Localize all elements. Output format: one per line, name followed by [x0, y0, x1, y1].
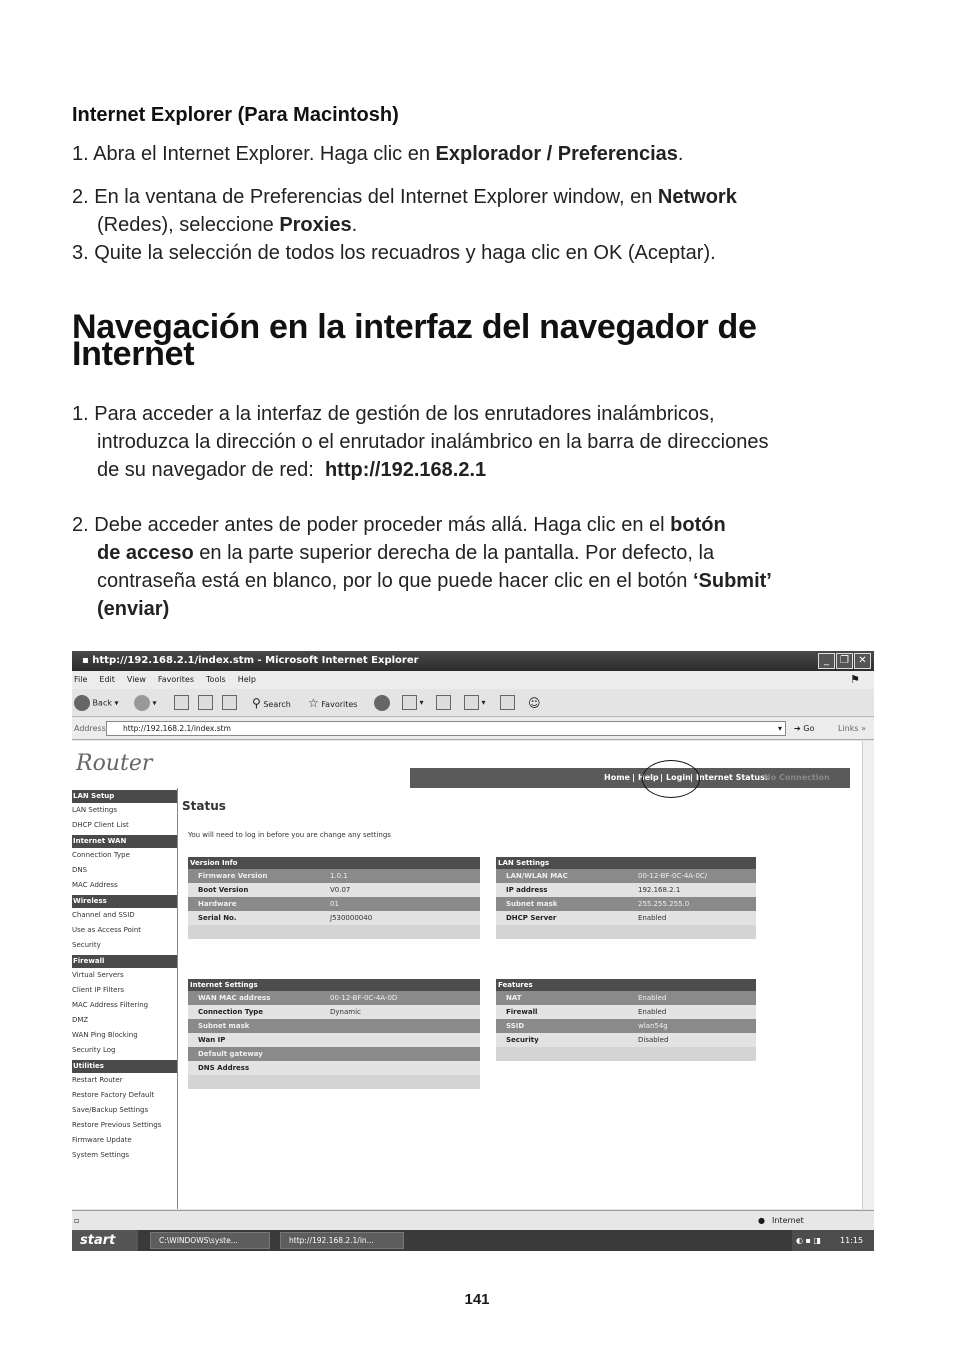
row-label: Subnet mask	[506, 900, 558, 908]
table-row	[188, 869, 480, 883]
history-button[interactable]	[374, 695, 390, 711]
row-label: Serial No.	[198, 914, 237, 922]
version-info-table	[188, 857, 480, 939]
menu-bar	[72, 671, 874, 689]
menu-item-view[interactable]: View	[126, 675, 146, 684]
sidebar-item[interactable]: Client IP Filters	[72, 986, 124, 994]
links-label: Links	[838, 724, 859, 733]
row-value: Enabled	[638, 1008, 667, 1016]
maximize-button[interactable]: ❐	[836, 653, 853, 669]
step-a-2-cont	[97, 211, 897, 239]
sidebar-item[interactable]: MAC Address Filtering	[72, 1001, 149, 1009]
row-label: WAN MAC address	[198, 994, 271, 1002]
mail-icon	[402, 695, 417, 710]
table-row	[496, 897, 756, 911]
minimize-button[interactable]: _	[818, 653, 835, 669]
row-value: Enabled	[638, 914, 667, 922]
table-row	[496, 869, 756, 883]
start-label: start	[80, 1233, 116, 1248]
step-text: En la ventana de Preferencias del Internet Explorer window, en	[94, 186, 658, 208]
search-button[interactable]	[252, 695, 291, 711]
print-button[interactable]	[436, 695, 451, 711]
table-row	[496, 1005, 756, 1019]
menu-items	[72, 675, 268, 684]
row-value: 255.255.255.0	[638, 900, 690, 908]
star-icon: ☆	[308, 696, 319, 710]
page-icon: ▫	[74, 1216, 80, 1225]
address-input[interactable]: http://192.168.2.1/index.stm	[106, 721, 786, 736]
go-label: Go	[803, 724, 815, 733]
history-icon	[374, 695, 390, 711]
close-button[interactable]: ✕	[854, 653, 871, 669]
step-b-2-line3	[97, 567, 907, 595]
step-b-2-line2	[97, 539, 897, 567]
sidebar-item[interactable]: DNS	[72, 866, 88, 874]
system-tray	[792, 1230, 874, 1251]
step-text: introduzca la dirección o el enrutador inalámbrico en la barra de direcciones	[97, 431, 769, 453]
table-header: Internet Settings	[188, 979, 480, 991]
row-label: Connection Type	[198, 1008, 264, 1016]
row-value: 192.168.2.1	[638, 886, 681, 894]
home-button[interactable]	[222, 695, 237, 711]
refresh-button[interactable]	[198, 695, 213, 711]
sidebar-item[interactable]: MAC Address	[72, 881, 118, 889]
table-row	[188, 911, 480, 925]
window-title: http://192.168.2.1/index.stm - Microsoft Internet Explorer	[92, 655, 419, 666]
row-label: Security	[506, 1036, 539, 1044]
table-row	[188, 1019, 480, 1033]
sidebar-item[interactable]: Connection Type	[72, 851, 130, 859]
messenger-icon: ☺	[528, 696, 541, 710]
menu-item-help[interactable]: Help	[237, 675, 256, 684]
back-label: Back	[92, 698, 112, 708]
discuss-button[interactable]	[500, 695, 515, 711]
step-bold: Network	[657, 186, 737, 208]
row-value: 01	[330, 900, 339, 908]
nav-help[interactable]: Help	[638, 773, 659, 782]
word-icon	[464, 695, 479, 710]
sidebar-item[interactable]: System Settings	[72, 1151, 130, 1159]
step-bold: ‘Submit’	[692, 570, 772, 592]
main-heading-line1: Navegación en la interfaz del navegador de	[72, 308, 757, 346]
step-bold: Explorador / Preferencias	[435, 143, 678, 165]
start-button[interactable]	[72, 1230, 138, 1251]
sidebar-item[interactable]: Restore Previous Settings	[72, 1121, 162, 1129]
step-bold: (enviar)	[97, 598, 170, 620]
back-arrow-icon	[74, 695, 90, 711]
print-icon	[436, 695, 451, 710]
section-heading: Internet Explorer (Para Macintosh)	[72, 104, 399, 126]
step-text: .	[677, 143, 684, 165]
top-nav: Home | Help | Login | Internet Status: No Connection	[410, 768, 850, 788]
step-a-3	[72, 239, 892, 267]
step-text: Para acceder a la interfaz de gestión de los enrutadores inalámbricos,	[94, 403, 715, 425]
internet-status-value: No Connection	[764, 773, 830, 782]
step-number: 1.	[72, 143, 89, 165]
login-highlight-circle	[642, 760, 700, 798]
table-row	[188, 1061, 480, 1075]
row-label: Wan IP	[198, 1036, 226, 1044]
taskbar	[72, 1230, 874, 1251]
table-row	[496, 1019, 756, 1033]
task-cmd[interactable]: C:\WINDOWS\syste...	[150, 1232, 270, 1249]
internet-zone-label: Internet	[772, 1216, 804, 1225]
refresh-icon	[198, 695, 213, 710]
row-label: DHCP Server	[506, 914, 557, 922]
row-label: Firewall	[506, 1008, 538, 1016]
sidebar-item[interactable]: Security	[72, 941, 101, 949]
step-bold: Proxies	[279, 214, 352, 236]
row-label: Boot Version	[198, 886, 249, 894]
step-number: 2.	[72, 186, 89, 208]
page-content	[72, 741, 862, 1209]
table-row	[496, 883, 756, 897]
row-label: Subnet mask	[198, 1022, 250, 1030]
menu-item-tools[interactable]: Tools	[206, 675, 226, 684]
step-text: contraseña está en blanco, por lo que puede hacer clic en el botón	[97, 570, 693, 592]
login-notice: You will need to log in before you are change any settings	[188, 831, 391, 839]
forward-button[interactable]: ▾	[134, 695, 157, 711]
forward-arrow-icon	[134, 695, 150, 711]
sidebar-section-header: Utilities	[72, 1060, 177, 1073]
step-number: 1.	[72, 403, 89, 425]
step-number: 3.	[72, 242, 89, 264]
row-label: DNS Address	[198, 1064, 250, 1072]
task-ie[interactable]: http://192.168.2.1/in...	[280, 1232, 404, 1249]
internet-zone-icon: ●	[758, 1216, 765, 1225]
step-b-1-line3	[97, 456, 897, 484]
row-value: V0.07	[330, 886, 351, 894]
page-number: 141	[464, 1291, 490, 1308]
table-row	[188, 897, 480, 911]
internet-status-label: Internet Status:	[696, 773, 769, 782]
links-button[interactable]: Links »	[838, 724, 866, 733]
step-text: en la parte superior derecha de la pantalla. Por defecto, la	[193, 542, 715, 564]
table-header: Version Info	[188, 857, 480, 869]
nav-home[interactable]: Home	[604, 773, 630, 782]
step-text: (Redes), seleccione	[97, 214, 280, 236]
favorites-label: Favorites	[321, 700, 358, 709]
router-url: http://192.168.2.1	[324, 459, 487, 481]
row-value: 00-12-BF-0C-4A-0C/	[638, 872, 708, 880]
home-icon	[222, 695, 237, 710]
mail-button[interactable]: ▾	[402, 695, 424, 711]
search-icon: ⚲	[252, 696, 261, 710]
sidebar-item[interactable]: Security Log	[72, 1046, 116, 1054]
step-text: Abra el Internet Explorer. Haga clic en	[93, 143, 436, 165]
back-button[interactable]: Back ▾	[74, 695, 119, 711]
row-label: Hardware	[198, 900, 237, 908]
step-bold: botón	[670, 514, 726, 536]
windows-flag-icon: ⚑	[850, 673, 860, 686]
toolbar	[72, 689, 874, 717]
sidebar-item[interactable]: Restart Router	[72, 1076, 123, 1084]
favorites-button[interactable]	[308, 695, 357, 711]
table-footer-row	[496, 1047, 756, 1061]
address-label: Address	[74, 724, 106, 733]
step-number: 2.	[72, 514, 89, 536]
address-dropdown-icon[interactable]: ▾	[778, 724, 783, 733]
table-row	[188, 1005, 480, 1019]
row-label: IP address	[506, 886, 548, 894]
table-footer-row	[188, 925, 480, 939]
row-value: Disabled	[638, 1036, 669, 1044]
step-b-2	[72, 511, 902, 539]
search-label: Search	[263, 700, 291, 709]
table-header: LAN Settings	[496, 857, 756, 869]
sidebar-section-header: Firewall	[72, 955, 177, 968]
status-bar	[72, 1210, 874, 1230]
table-row	[496, 991, 756, 1005]
table-footer-row	[496, 925, 756, 939]
features-table	[496, 979, 756, 1061]
step-text: Debe acceder antes de poder proceder más allá. Haga clic en el	[94, 514, 671, 536]
tray-icons: ◐ ▪ ◨	[796, 1236, 822, 1245]
table-header: Features	[496, 979, 756, 991]
router-screenshot	[72, 651, 874, 1251]
row-label: Default gateway	[198, 1050, 263, 1058]
sidebar-section-header: Wireless	[72, 895, 177, 908]
row-value: Dynamic	[330, 1008, 361, 1016]
table-row	[188, 1033, 480, 1047]
row-label: LAN/WLAN MAC	[506, 872, 568, 880]
clock: 11:15	[840, 1236, 864, 1245]
row-label: NAT	[506, 994, 522, 1002]
row-value: 00-12-BF-0C-4A-0D	[330, 994, 398, 1002]
lan-settings-table	[496, 857, 756, 939]
sidebar-item[interactable]: Firmware Update	[72, 1136, 132, 1144]
sidebar-item[interactable]: Save/Backup Settings	[72, 1106, 149, 1114]
row-value: Enabled	[638, 994, 667, 1002]
step-a-2	[72, 183, 892, 211]
main-heading-line2: Internet	[72, 335, 195, 373]
row-value: 1.0.1	[330, 872, 348, 880]
sidebar-menu	[72, 788, 178, 1209]
table-row	[496, 1033, 756, 1047]
stop-button[interactable]	[174, 695, 189, 711]
go-button[interactable]: ➔ Go	[794, 724, 815, 733]
menu-item-favorites[interactable]: Favorites	[157, 675, 195, 684]
row-label: SSID	[506, 1022, 525, 1030]
stop-icon	[174, 695, 189, 710]
sidebar-section-header: Internet WAN	[72, 835, 177, 848]
step-text: de su navegador de red:	[97, 459, 314, 481]
sidebar-item[interactable]: Virtual Servers	[72, 971, 124, 979]
table-row	[188, 883, 480, 897]
vertical-scrollbar[interactable]	[862, 741, 874, 1209]
sidebar-section-header: LAN Setup	[72, 790, 177, 803]
sidebar-item[interactable]: WAN Ping Blocking	[72, 1031, 138, 1039]
menu-item-edit[interactable]: Edit	[99, 675, 115, 684]
discuss-icon	[500, 695, 515, 710]
step-text: .	[351, 214, 358, 236]
row-value: J530000040	[330, 914, 373, 922]
ie-icon: ▪	[82, 655, 93, 666]
sidebar-item[interactable]: Channel and SSID	[72, 911, 135, 919]
edit-button[interactable]: ▾	[464, 695, 486, 711]
address-bar	[72, 718, 874, 740]
step-b-1	[72, 400, 902, 428]
internet-settings-table	[188, 979, 480, 1089]
nav-login[interactable]: Login	[666, 773, 691, 782]
sidebar-item[interactable]: DMZ	[72, 1016, 89, 1024]
table-row	[188, 991, 480, 1005]
status-title: Status	[182, 799, 226, 813]
row-label: Firmware Version	[198, 872, 268, 880]
table-row	[188, 1047, 480, 1061]
sidebar-item[interactable]: DHCP Client List	[72, 821, 129, 829]
window-titlebar	[72, 651, 874, 671]
sidebar-item[interactable]: Restore Factory Default	[72, 1091, 155, 1099]
step-b-2-line4	[97, 595, 897, 623]
messenger-button[interactable]	[528, 695, 541, 711]
step-text: Quite la selección de todos los recuadros y haga clic en OK (Aceptar).	[94, 242, 716, 264]
table-row	[496, 911, 756, 925]
sidebar-item[interactable]: LAN Settings	[72, 806, 118, 814]
menu-item-file[interactable]: File	[74, 675, 88, 684]
table-footer-row	[188, 1075, 480, 1089]
row-value: wlan54g	[638, 1022, 668, 1030]
router-logo: Router	[76, 751, 153, 776]
sidebar-item[interactable]: Use as Access Point	[72, 926, 142, 934]
step-a-1	[72, 140, 892, 168]
step-bold: de acceso	[97, 542, 194, 564]
